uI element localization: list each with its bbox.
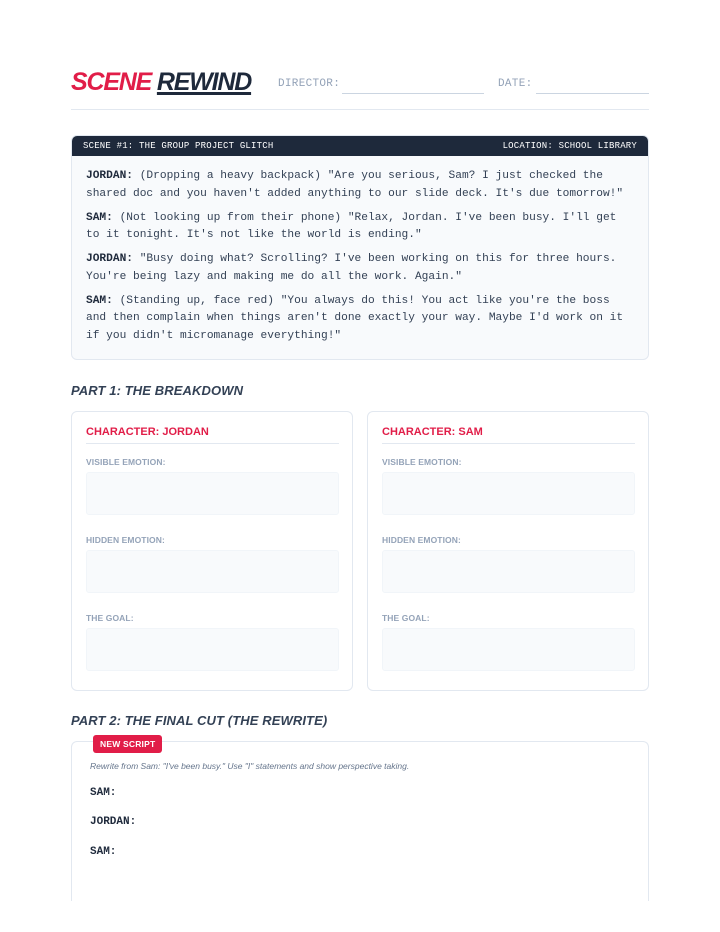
hidden-emotion-field[interactable] xyxy=(86,550,339,593)
dialogue-speaker: JORDAN: xyxy=(86,170,133,182)
dialogue xyxy=(72,156,648,345)
part2-title: PART 2: THE FINAL CUT (THE REWRITE) xyxy=(71,713,328,728)
scene-card xyxy=(71,135,649,360)
dialogue-line xyxy=(86,168,634,203)
scene-bar xyxy=(72,136,648,156)
logo-part-rewind: REWIND xyxy=(156,68,252,96)
new-script-badge: NEW SCRIPT xyxy=(93,735,162,753)
scene-location: LOCATION: SCHOOL LIBRARY xyxy=(502,141,637,151)
goal-field[interactable] xyxy=(86,628,339,671)
scene-title: SCENE #1: THE GROUP PROJECT GLITCH xyxy=(83,141,274,151)
rewrite-prompt: Rewrite from Sam: "I've been busy." Use "I" statements and show perspective taking. xyxy=(90,761,410,771)
visible-emotion-field[interactable] xyxy=(382,472,635,515)
rewrite-card xyxy=(71,741,649,901)
rewrite-speaker-line[interactable]: SAM: xyxy=(90,787,117,799)
worksheet-header xyxy=(71,66,649,110)
rewrite-speaker-line[interactable]: SAM: xyxy=(90,846,117,858)
character-name: CHARACTER: JORDAN xyxy=(86,426,339,444)
goal-field[interactable] xyxy=(382,628,635,671)
rewrite-speaker-line[interactable]: JORDAN: xyxy=(90,816,137,828)
hidden-emotion-label: HIDDEN EMOTION: xyxy=(86,535,165,545)
date-field[interactable] xyxy=(536,93,649,94)
hidden-emotion-field[interactable] xyxy=(382,550,635,593)
dialogue-text: (Dropping a heavy backpack) "Are you serious, Sam? I just checked the shared doc and you haven't added anything to our slide deck. It's due tomorrow!" xyxy=(86,170,624,200)
dialogue-speaker: SAM: xyxy=(86,294,113,307)
director-label: DIRECTOR: xyxy=(278,78,341,90)
dialogue-text: (Not looking up from their phone) "Relax, Jordan. I've been busy. I'll get to it tonight. It's not like the world is ending." xyxy=(86,211,617,241)
dialogue-speaker: JORDAN: xyxy=(86,253,133,265)
dialogue-text: (Standing up, face red) "You always do this! You act like you're the boss and then complain when things aren't done exactly your way. Maybe I'd work on it if you didn't micromanage everything!" xyxy=(86,294,624,342)
goal-label: THE GOAL: xyxy=(382,613,430,623)
hidden-emotion-label: HIDDEN EMOTION: xyxy=(382,535,461,545)
part1-title: PART 1: THE BREAKDOWN xyxy=(71,383,244,398)
visible-emotion-label: VISIBLE EMOTION: xyxy=(86,457,166,467)
dialogue-line xyxy=(86,293,634,346)
character-card-sam xyxy=(367,411,649,691)
director-field[interactable] xyxy=(342,93,484,94)
character-name: CHARACTER: SAM xyxy=(382,426,635,444)
logo-part-scene: SCENE xyxy=(71,68,152,96)
goal-label: THE GOAL: xyxy=(86,613,134,623)
logo xyxy=(71,68,251,97)
visible-emotion-field[interactable] xyxy=(86,472,339,515)
dialogue-text: "Busy doing what? Scrolling? I've been working on this for three hours. You're being lazy and making me do all the work. Again." xyxy=(86,253,617,283)
dialogue-line xyxy=(86,210,634,245)
character-card-jordan xyxy=(71,411,353,691)
dialogue-speaker: SAM: xyxy=(86,211,113,224)
dialogue-line xyxy=(86,251,634,286)
date-label: DATE: xyxy=(498,78,533,90)
visible-emotion-label: VISIBLE EMOTION: xyxy=(382,457,462,467)
